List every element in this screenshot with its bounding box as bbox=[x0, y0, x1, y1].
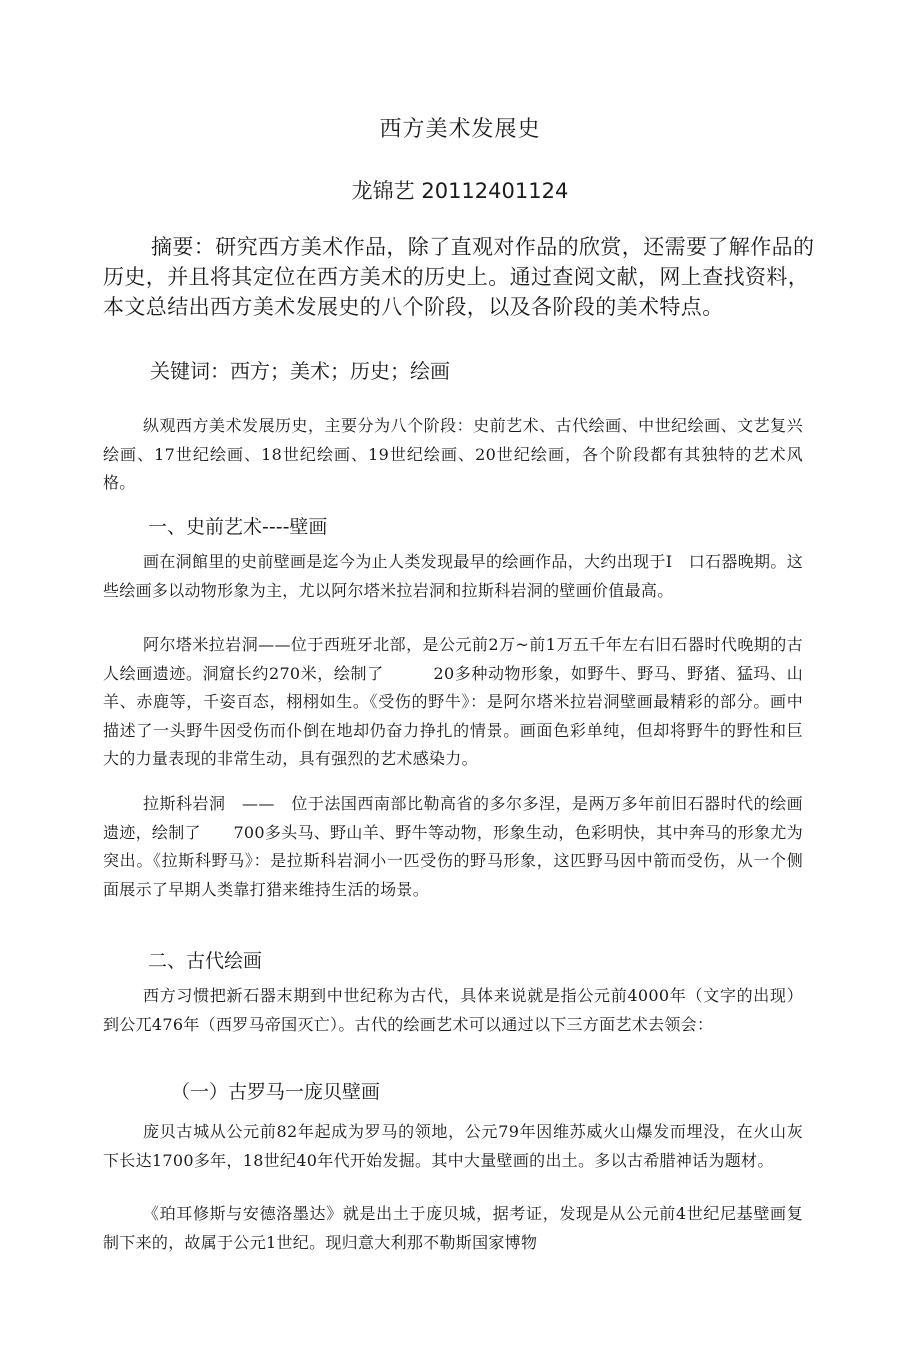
keywords: 关键词：西方；美术；历史；绘画 bbox=[150, 359, 450, 383]
paragraph-ancient-intro: 西方习惯把新石器末期到中世纪称为古代，具体来说就是指公元前4000年（文字的出现）到公兀476年（西罗马帝国灭亡）。古代的绘画艺术可以通过以下三方面艺术去领会： bbox=[103, 986, 803, 1034]
paragraph-lascaux: 拉斯科岩洞 —— 位于法国西南部比勒高省的多尔多涅，是两万多年前旧石器时代的绘画遗迹，绘制了 700多头马、野山羊、野牛等动物，形象生动，色彩明快，其中奔马的形象尤为突出。《拉斯科野马》：是拉斯科岩洞小一匹受伤的野马形象，这匹野马因中箭而受伤，从一个侧面展示了早期人类靠打猎来维持生活的场景。 bbox=[103, 794, 803, 899]
intro-paragraph: 纵观西方美术发展历史，主要分为八个阶段：史前艺术、古代绘画、中世纪绘画、文艺复兴绘画、17世纪绘画、18世纪绘画、19世纪绘画、20世纪绘画，各个阶段都有其独特的艺术风格。 bbox=[103, 416, 803, 492]
document-title: 西方美术发展史 bbox=[379, 117, 541, 142]
paragraph-perseus: 《珀耳修斯与安德洛墨达》就是出土于庞贝城，据考证，发现是从公元前4世纪尼基壁画复制下来的，故属于公元1世纪。现归意大利那不勒斯国家博物 bbox=[103, 1204, 803, 1252]
section-heading-ancient: 二、古代绘画 bbox=[148, 950, 263, 972]
paragraph-cave-murals: 画在洞館里的史前壁画是迄今为止人类发现最早的绘画作品，大约出现于I 口石器晚期。这些绘画多以动物形象为主，尤以阿尔塔米拉岩洞和拉斯科岩洞的壁画价值最高。 bbox=[103, 552, 803, 600]
author-line: 龙锦艺 20112401124 bbox=[351, 179, 569, 203]
section-heading-prehistoric: 一、史前艺术----壁画 bbox=[148, 516, 328, 538]
paragraph-altamira: 阿尔塔米拉岩洞——位于西班牙北部，是公元前2万~前1万五千年左右旧石器时代晚期的古人绘画遗迹。洞窟长约270米，绘制了 20多种动物形象，如野牛、野马、野猪、猛玛、山羊、赤鹿等，千姿百态，栩栩如生。《受伤的野牛》：是阿尔塔米拉岩洞壁画最精彩的部分。画中描述了一头野牛因受伤而仆倒在地却仍奋力挣扎的情景。画面色彩单纯，但却将野牛的野性和巨大的力量表现的非常生动，具有强烈的艺术感染力。 bbox=[103, 635, 803, 768]
abstract: 摘要：研究西方美术作品，除了直观对作品的欣赏，还需要了解作品的历史，并且将其定位在西方美术的历史上。通过查阅文献，网上查找资料，本文总结出西方美术发展史的八个阶段，以及各阶段的美术特点。 bbox=[103, 235, 815, 319]
paragraph-pompeii: 庞贝古城从公元前82年起成为罗马的领地，公元79年因维苏威火山爆发而埋没，在火山灰下长达1700多年，18世纪40年代开始发掘。其中大量壁画的出土。多以古希腊神话为题材。 bbox=[103, 1122, 803, 1170]
subsection-heading-pompeii: （一）古罗马一庞贝壁画 bbox=[171, 1081, 381, 1103]
